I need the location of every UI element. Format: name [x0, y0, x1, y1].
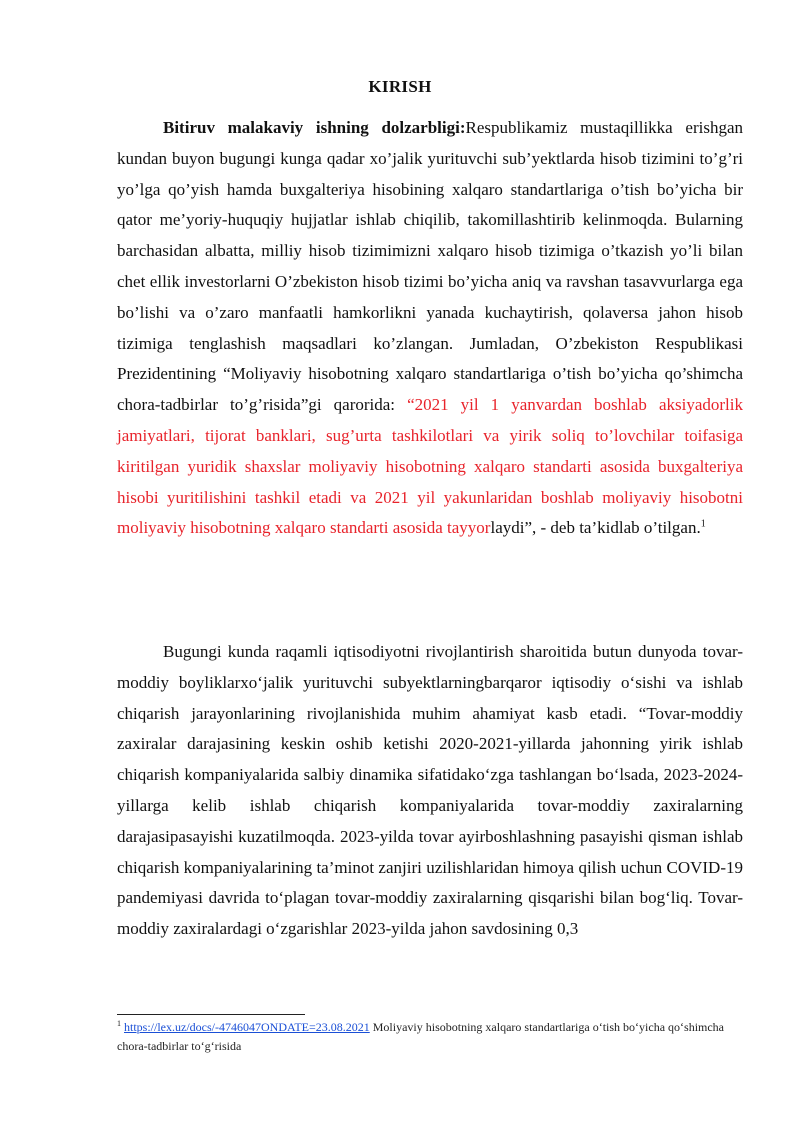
footnote-mark: 1 — [117, 1019, 121, 1028]
footnote — [117, 1018, 743, 1056]
page-title: KIRISH — [368, 77, 432, 96]
decree-quote: “2021 yil 1 yanvardan boshlab aksiyadorlik jamiyatlari, tijorat banklari, sug’urta tashkilotlari va yirik soliq to’lovchilar toifasiga kiritilgan yuridik shaxslar moliyaviy hisobotning xalqaro standarti asosida buxgalteriya hisobi yuritilishini tashkil etadi va 2021 yil yakunlaridan boshlab moliyaviy hisobotni moliyaviy hisobotning xalqaro standarti asosida tayyor — [117, 395, 744, 538]
intro-text: Respublikamiz mustaqillikka erishgan kundan buyon bugungi kunga qadar xo’jalik yurituvchi sub’yektlarda hisob tizimini to’g’ri yo’lga qo’yish hamda buxgalteriya hisobining xalqaro standartlariga o’tish bo’yicha bir qator me’yoriy-huquqiy hujjatlar ishlab chiqilib, takomillashtirib kelinmoqda. Bularning barchasidan albatta, milliy hisob tizimimizni xalqaro hisob tizimiga o’tkazish yo’li bilan chet ellik investorlarni O’zbekiston hisob tizimi bo’yicha aniq va ravshan tasavvurlarga ega bo’lishi va o’zaro manfaatli hamkorlikni yanada kuchaytirish, qolaversa jahon hisob tizimiga tenglashish maqsadlari ko’zlangan. Jumladan, O’zbekiston Respublikasi Prezidentining “Moliyaviy hisobotning xalqaro standartlariga o’tish bo’yicha qo’shimcha chora-tadbirlar to’g’risida”gi qarorida: — [117, 118, 743, 415]
intro-tail: laydi”, - deb ta’kidlab o’tilgan. — [490, 518, 701, 538]
footnote-reference[interactable]: 1 — [700, 518, 706, 530]
footnote-text: Moliyaviy hisobotning xalqaro standartlariga o‘tish bo‘yicha qo‘shimcha chora-tadbirlar to‘g‘risida — [117, 1020, 725, 1053]
relevance-lead: Bitiruv malakaviy ishning dolzarbligi: — [163, 118, 466, 137]
footnote-link[interactable]: https://lex.uz/docs/-4746047ONDATE=23.08.2021 — [124, 1020, 370, 1034]
footnote-divider — [117, 1014, 305, 1015]
intro-paragraph — [117, 113, 743, 544]
body-paragraph: Bugungi kunda raqamli iqtisodiyotni rivojlantirish sharoitida butun dunyoda tovar-moddiy boyliklarxo‘jalik yurituvchi subyektlarningbarqaror iqtisodiy o‘sishi va ishlab chiqarish jarayonlarining rivojlanishida muhim ahamiyat kasb etadi. “Tovar-moddiy zaxiralar darajasining keskin oshib ketishi 2020-2021-yillarda jahonning yirik ishlab chiqarish kompaniyalarida salbiy dinamika sifatidako‘zga tashlangan bo‘lsada, 2023-2024-yillarga kelib ishlab chiqarish kompaniyalarida tovar-moddiy zaxiralarning darajasipasayishi kuzatilmoqda. 2023-yilda tovar ayirboshlashning pasayishi qisman ishlab chiqarish kompaniyalarining ta’minot zanjiri uzilishlaridan himoya qilish uchun COVID-19 pandemiyasi davrida to‘plagan tovar-moddiy zaxiralarning qisqarishi bilan bog‘liq. Tovar-moddiy zaxiralardagi o‘zgarishlar 2023-yilda jahon savdosining 0,3 — [117, 642, 743, 939]
